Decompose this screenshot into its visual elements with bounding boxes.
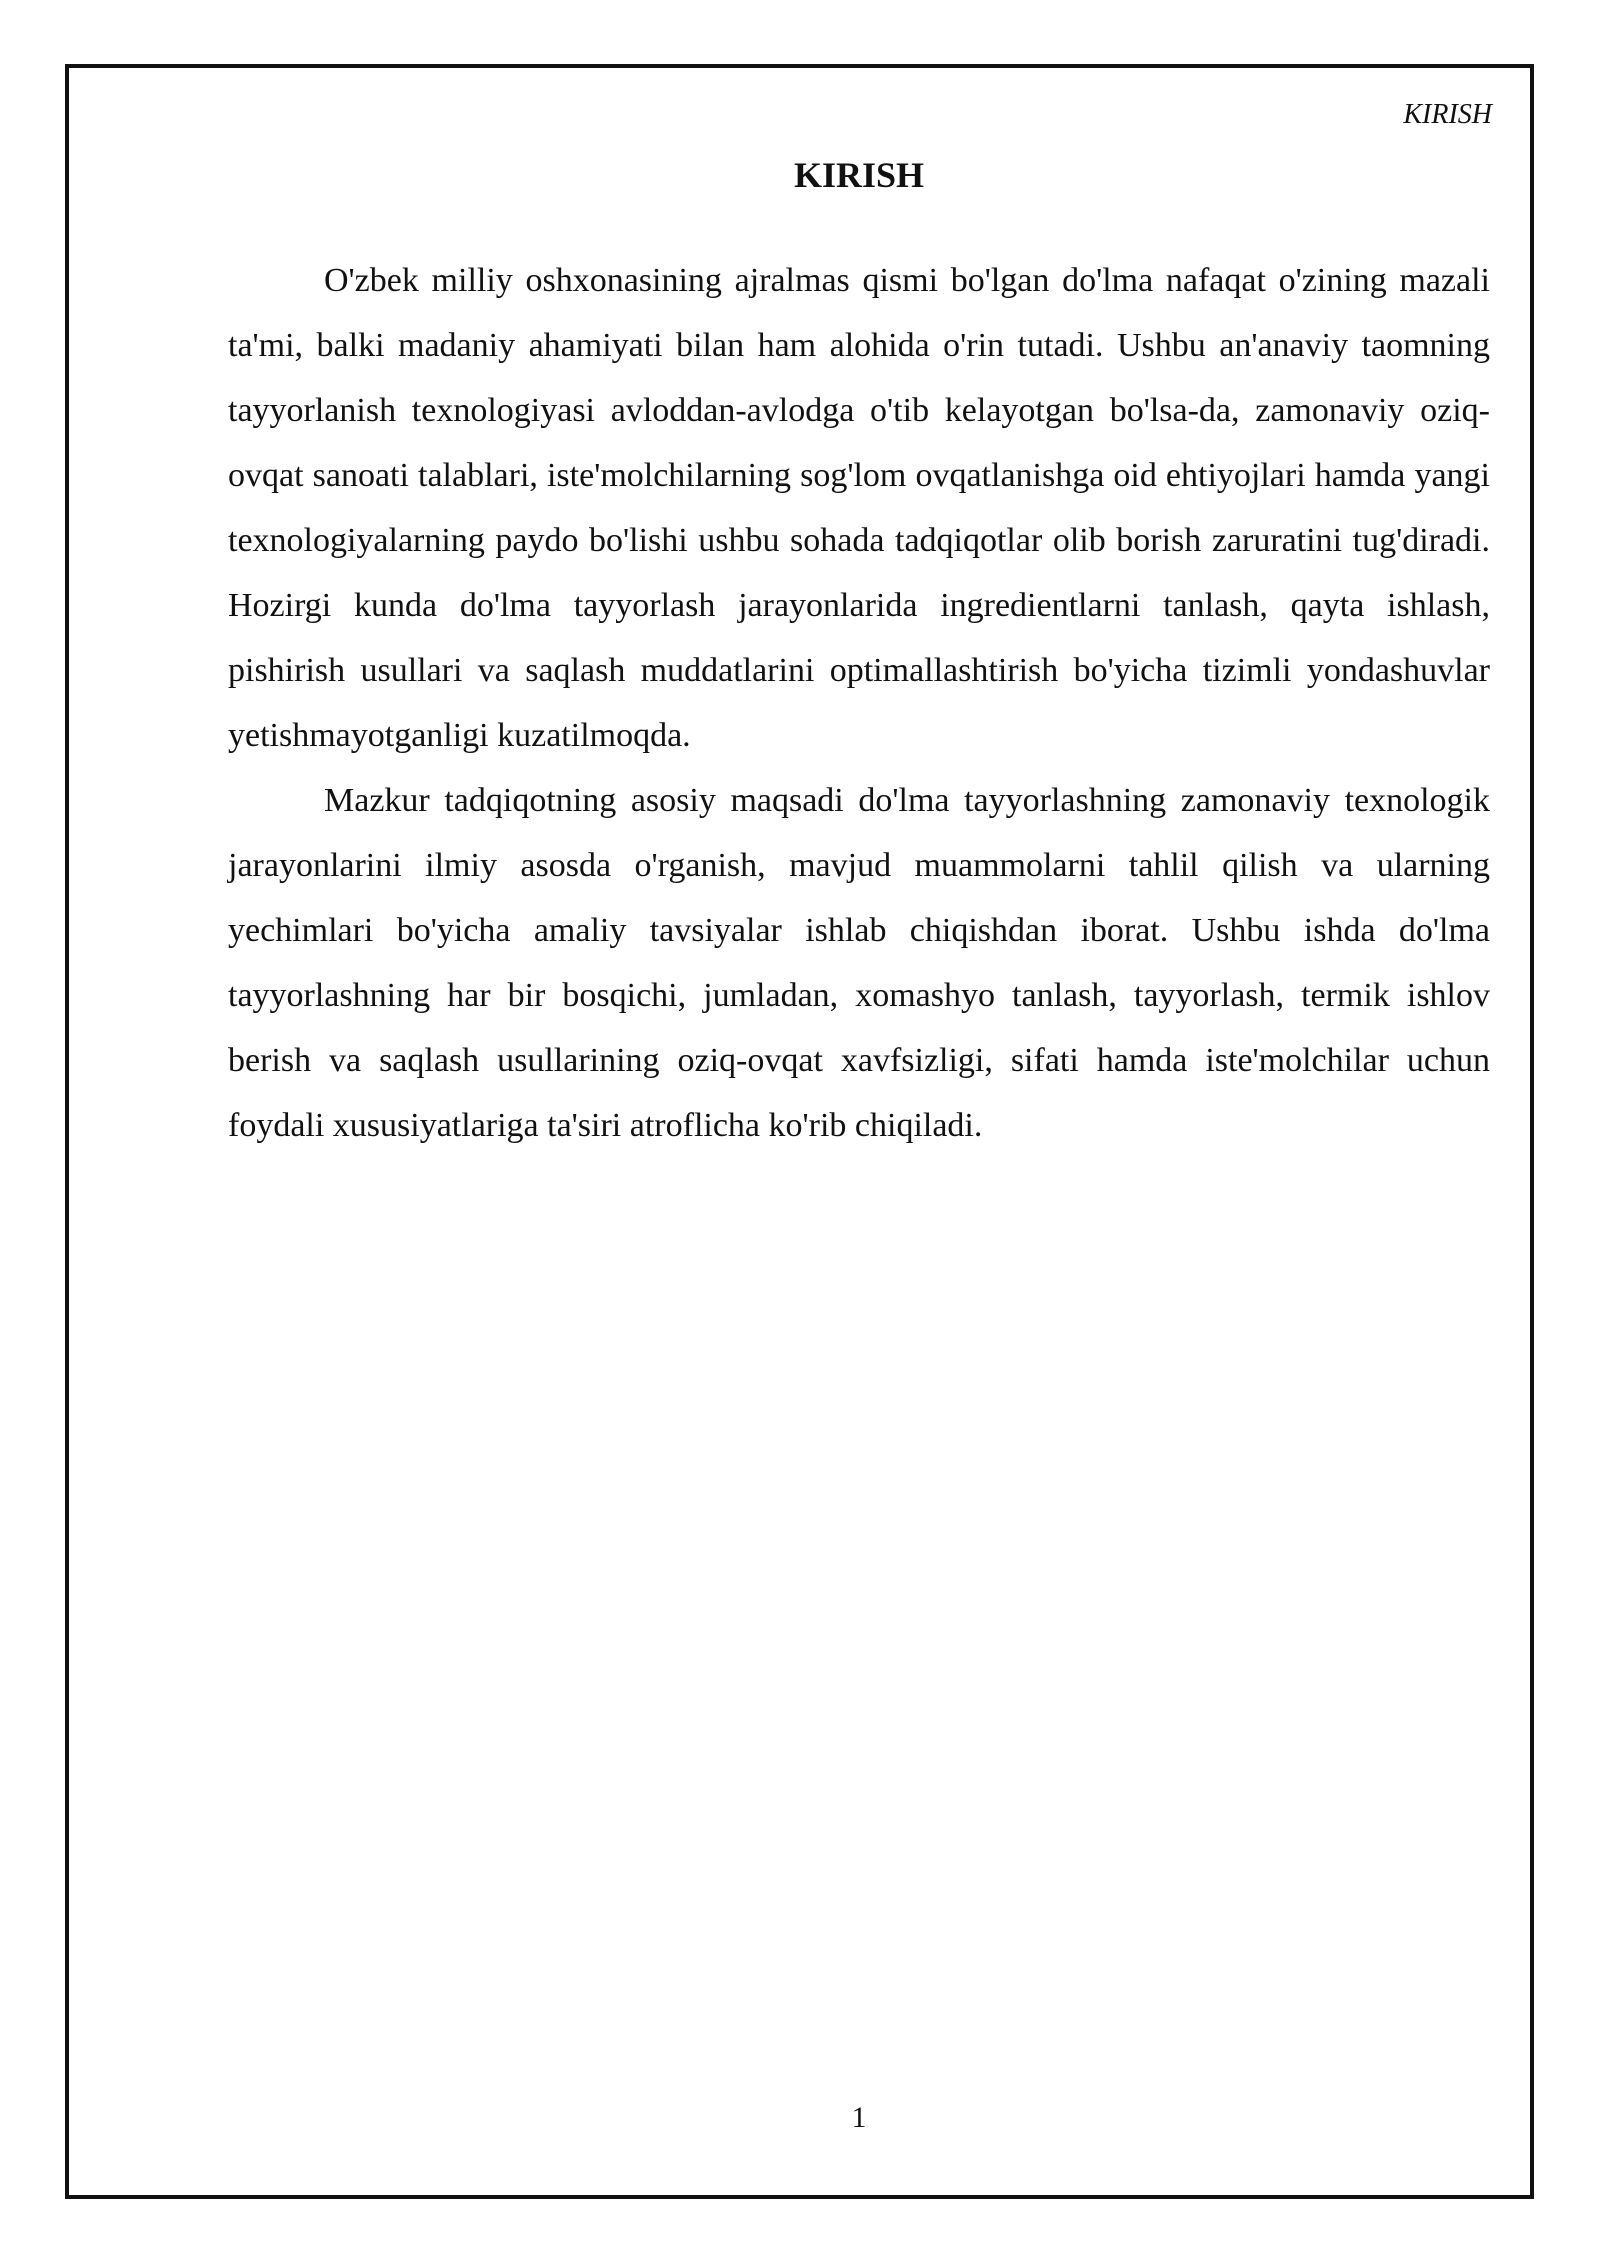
paragraph: Mazkur tadqiqotning asosiy maqsadi do'lma tayyorlashning zamonaviy texnologik jarayonlarini ilmiy asosda o'rganish, mavjud muammolarni tahlil qilish va ularning yechimlari bo'yicha amaliy tavsiyalar ishlab chiqishdan iborat. Ushbu ishda do'lma tayyorlashning har bir bosqichi, jumladan, xomashyo tanlash, tayyorlash, termik ishlov berish va saqlash usullarining oziq-ovqat xavfsizligi, sifati hamda iste'molchilar uchun foydali xususiyatlariga ta'siri atroflicha ko'rib chiqiladi.	[228, 782, 1490, 1144]
body-text	[228, 248, 1490, 1158]
section-title: KIRISH	[793, 155, 925, 195]
paragraph: O'zbek milliy oshxonasining ajralmas qismi bo'lgan do'lma nafaqat o'zining mazali ta'mi, balki madaniy ahamiyati bilan ham alohida o'rin tutadi. Ushbu an'anaviy taomning tayyorlanish texnologiyasi avloddan-avlodga o'tib kelayotgan bo'lsa-da, zamonaviy oziq-ovqat sanoati talablari, iste'molchilarning sog'lom ovqatlanishga oid ehtiyojlari hamda yangi texnologiyalarning paydo bo'lishi ushbu sohada tadqiqotlar olib borish zaruratini tug'diradi. Hozirgi kunda do'lma tayyorlash jarayonlarida ingredientlarni tanlash, qayta ishlash, pishirish usullari va saqlash muddatlarini optimallashtirish bo'yicha tizimli yondashuvlar yetishmayotganligi kuzatilmoqda.	[228, 262, 1490, 754]
running-header: KIRISH	[1403, 99, 1492, 130]
page-number: 1	[851, 2101, 867, 2134]
